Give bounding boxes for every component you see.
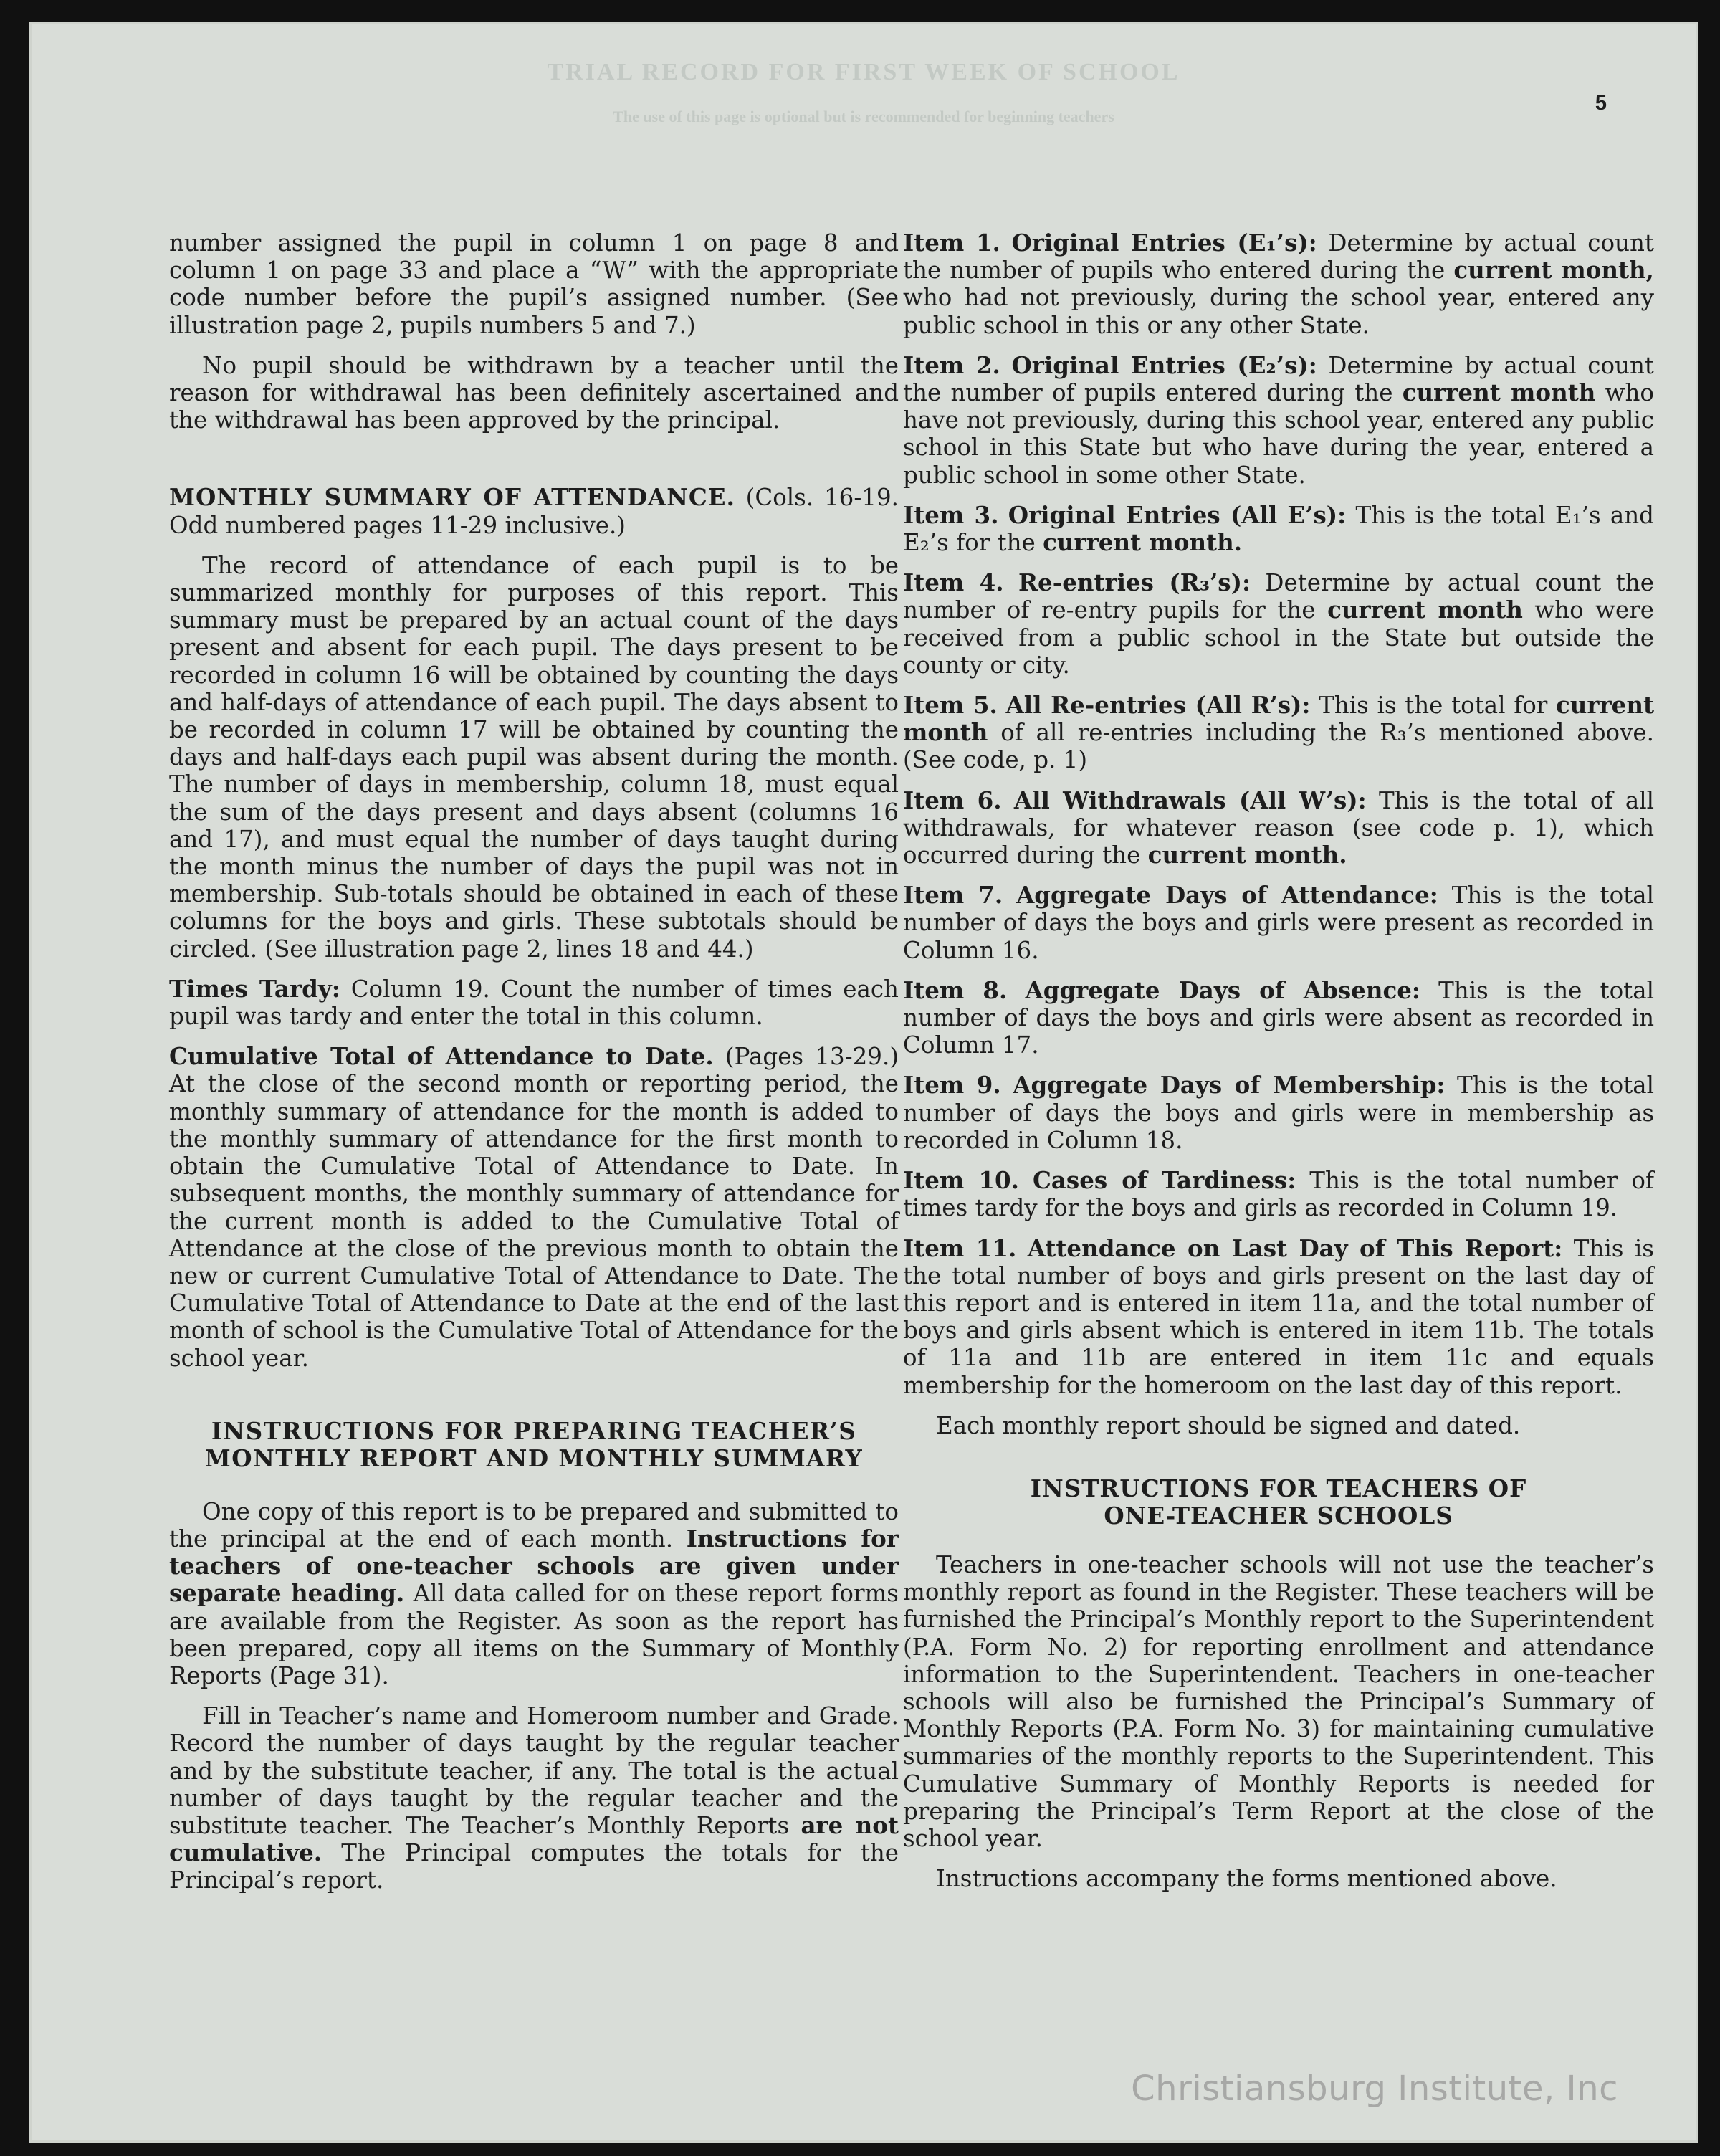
times-tardy-text: Column 19. Count the number of times each pupil was tardy and enter the total in this column. — [169, 975, 899, 1031]
item-paragraph — [903, 787, 1654, 869]
monthly-summary-cols: (Cols. 16-19. Odd numbered pages 11-29 inclusive.) — [169, 484, 899, 539]
item-text: Determine by actual count the number of pupils who entered during the — [903, 229, 1654, 285]
item-paragraph — [903, 882, 1654, 964]
item-paragraph — [903, 692, 1654, 774]
item-emphasis: current month, — [1453, 256, 1654, 285]
item-title: Original Entries (E₁’s): — [1011, 229, 1317, 257]
watermark: Christiansburg Institute, Inc — [1131, 2069, 1618, 2109]
instructions-heading — [169, 1418, 899, 1472]
item-text: Determine by actual count the number of pupils entered during the — [903, 351, 1654, 407]
withdrawal-approval-paragraph: No pupil should be withdrawn by a teacher until the reason for withdrawal has been definitely ascertained and the withdrawal has been approved by the principal. — [169, 351, 899, 434]
item-title: Aggregate Days of Absence: — [1025, 976, 1420, 1004]
item-title: Original Entries (E₂’s): — [1011, 350, 1317, 379]
item-title: Cases of Tardiness: — [1032, 1166, 1296, 1195]
item-label: Item 10. — [903, 1166, 1019, 1195]
bleed-through-heading: TRIAL RECORD FOR FIRST WEEK OF SCHOOL — [547, 59, 1180, 85]
closing-note: Instructions accompany the forms mentioned above. — [936, 1865, 1557, 1893]
instructions-paragraph-1 — [169, 1498, 899, 1689]
instructions-p2-text-2: The Principal computes the totals for the Principal’s report. — [169, 1839, 899, 1894]
item-emphasis: current month. — [1043, 528, 1243, 557]
item-label: Item 6. — [903, 786, 1002, 814]
item-text: This is the total number of times tardy for the boys and girls as recorded in Column 19. — [903, 1167, 1654, 1222]
one-teacher-heading — [903, 1475, 1654, 1530]
item-text: This is the total number of days the boys and girls were present as recorded in Column 16. — [903, 882, 1654, 964]
item-paragraph — [903, 502, 1654, 556]
item-title: All Re-entries (All R’s): — [1005, 691, 1311, 720]
item-title: Aggregate Days of Membership: — [1013, 1071, 1446, 1100]
signed-dated-note: Each monthly report should be signed and dated. — [936, 1411, 1521, 1439]
monthly-summary-body: The record of attendance of each pupil is to be summarized monthly for purposes of this report. This summary must be prepared by an actual count of the days present and absent for each pupil. The days present to be recorded in column 16 will be obtained by counting the days and half-days of attendance of each pupil. The days absent to be recorded in column 17 will be obtained by counting the days and half-days each pupil was absent during the month. The number of days in membership, column 18, must equal the sum of the days present and days absent (columns 16 and 17), and must equal the number of days taught during the month minus the number of days the pupil was not in membership. Sub-totals should be obtained in each of these columns for the boys and girls. These subtotals should be circled. (See illustration page 2, lines 18 and 44.) — [169, 551, 899, 963]
item-title: Aggregate Days of Attendance: — [1016, 881, 1438, 910]
item-paragraph — [903, 352, 1654, 489]
item-text: This is the total E₁’s and E₂’s for the — [903, 501, 1654, 557]
item-text: This is the total for — [1319, 692, 1548, 720]
times-tardy-paragraph — [169, 976, 899, 1030]
one-teacher-body: Teachers in one-teacher schools will not use the teacher’s monthly report as found in the Register. These teachers will be furnished the Principal’s Monthly report to the Superintendent (P.A. Form No. 2) for reporting enrollment and attendance information to the Superintendent. Teachers in one-teacher schools will also be furnished the Principal’s Summary of Monthly Reports (P.A. Form No. 3) for maintaining cumulative summaries of the monthly reports to the Superintendent. This Cumulative Summary of Monthly Reports is needed for preparing the Principal’s Term Report at the close of the school year. — [903, 1550, 1654, 1852]
item-paragraph — [903, 1167, 1654, 1221]
item-text: This is the total number of days the boys and girls were absent as recorded in Column 17. — [903, 976, 1654, 1059]
instructions-p2-text: Fill in Teacher’s name and Homeroom number and Grade. Record the number of days taught by the regular teacher and by the substitute teacher, if any. The total is the actual number of days taught by the regular teacher and the substitute teacher. The Teacher’s Monthly Reports — [169, 1702, 899, 1839]
item-paragraph — [903, 1235, 1654, 1399]
item-label: Item 1. — [903, 229, 1000, 257]
item-label: Item 3. — [903, 500, 999, 529]
item-text: This is the total number of days the boys and girls were in membership as recorded in Column 18. — [903, 1072, 1655, 1154]
item-text: This is the total of all withdrawals, for whatever reason (see code p. 1), which occurred during the — [903, 786, 1654, 869]
item-paragraph — [903, 977, 1654, 1059]
item-text: Determine by actual count the number of re-entry pupils for the — [903, 569, 1654, 624]
cumulative-total-paragraph — [169, 1043, 899, 1371]
item-paragraph — [903, 569, 1654, 679]
instructions-p2-bold: are not cumulative. — [169, 1811, 899, 1867]
right-column — [903, 229, 1654, 1905]
instructions-heading-line-2: MONTHLY REPORT AND MONTHLY SUMMARY — [204, 1444, 864, 1472]
item-emphasis: current month — [1402, 378, 1596, 407]
item-text-tail: who had not previously, during the school year, entered any public school in this or any other State. — [903, 284, 1654, 339]
times-tardy-label: Times Tardy: — [169, 974, 340, 1003]
page-number: 5 — [1595, 92, 1607, 115]
instructions-p1-text: One copy of this report is to be prepared and submitted to the principal at the end of each month. — [169, 1497, 899, 1552]
item-emphasis: current month — [1327, 596, 1523, 624]
withdrawal-continued-paragraph: number assigned the pupil in column 1 on page 8 and column 1 on page 33 and place a “W” with the appropriate code number before the pupil’s assigned number. (See illustration page 2, pupils numbers 5 and 7.) — [169, 229, 899, 339]
item-emphasis: current month. — [1147, 841, 1347, 869]
one-teacher-heading-line-2: ONE-TEACHER SCHOOLS — [1104, 1501, 1453, 1530]
cumulative-total-label: Cumulative Total of Attendance to Date. — [169, 1042, 714, 1071]
item-label: Item 4. — [903, 568, 1004, 597]
item-text-tail: who were received from a public school in the State but outside the county or city. — [903, 596, 1654, 679]
item-paragraph — [903, 1072, 1654, 1154]
item-title: Original Entries (All E’s): — [1008, 500, 1347, 529]
monthly-summary-heading — [169, 484, 899, 538]
cumulative-total-text: (Pages 13-29.) At the close of the second month or reporting period, the monthly summary of attendance for the month is added to the monthly summary of attendance for the first month to obtain the Cumulative Total of Attendance to Date. In subsequent months, the monthly summary of attendance for the current month is added to the Cumulative Total of Attendance at the close of the previous month to obtain the new or current Cumulative Total of Attendance to Date. The Cumulative Total of Attendance to Date at the end of the last month of school is the Cumulative Total of Attendance for the school year. — [169, 1043, 899, 1372]
item-title: Re-entries (R₃’s): — [1018, 568, 1251, 597]
item-text: This is the total number of boys and girls present on the last day of this report and is entered in item 11a, and the total number of boys and girls absent which is entered in item 11b. The totals of 11a and 11b are entered in item 11c and equals membership for the homeroom on the last day of this report. — [903, 1234, 1654, 1399]
monthly-summary-title: MONTHLY SUMMARY OF ATTENDANCE. — [169, 483, 735, 512]
item-title: All Withdrawals (All W’s): — [1013, 786, 1367, 814]
one-teacher-heading-line-1: INSTRUCTIONS FOR TEACHERS OF — [1030, 1474, 1527, 1502]
bleed-through-subheading: The use of this page is optional but is recommended for beginning teachers — [613, 108, 1114, 125]
item-label: Item 5. — [903, 691, 998, 720]
left-column — [169, 229, 899, 1907]
item-label: Item 8. — [903, 976, 1008, 1004]
document-page — [29, 22, 1698, 2143]
item-label: Item 11. — [903, 1234, 1017, 1262]
instructions-p1-bold: Instructions for teachers of one-teacher schools are given under separate heading. — [169, 1524, 899, 1608]
item-label: Item 7. — [903, 881, 1003, 910]
item-label: Item 2. — [903, 350, 1000, 379]
item-text-tail: of all re-entries including the R₃’s mentioned above. (See code, p. 1) — [903, 719, 1654, 774]
instructions-heading-line-1: INSTRUCTIONS FOR PREPARING TEACHER’S — [211, 1416, 857, 1445]
item-title: Attendance on Last Day of This Report: — [1027, 1234, 1563, 1262]
item-text-tail: who have not previously, during this school year, entered any public school in this State but who have during the year, entered a public school in some other State. — [903, 379, 1654, 489]
item-emphasis: current month — [903, 691, 1654, 747]
instructions-p1-text-2: All data called for on these report forms are available from the Register. As soon as the report has been prepared, copy all items on the Summary of Monthly Reports (Page 31). — [169, 1580, 899, 1689]
item-paragraph — [903, 229, 1654, 339]
item-label: Item 9. — [903, 1071, 1001, 1100]
items-list — [903, 229, 1654, 1399]
instructions-paragraph-2 — [169, 1702, 899, 1894]
